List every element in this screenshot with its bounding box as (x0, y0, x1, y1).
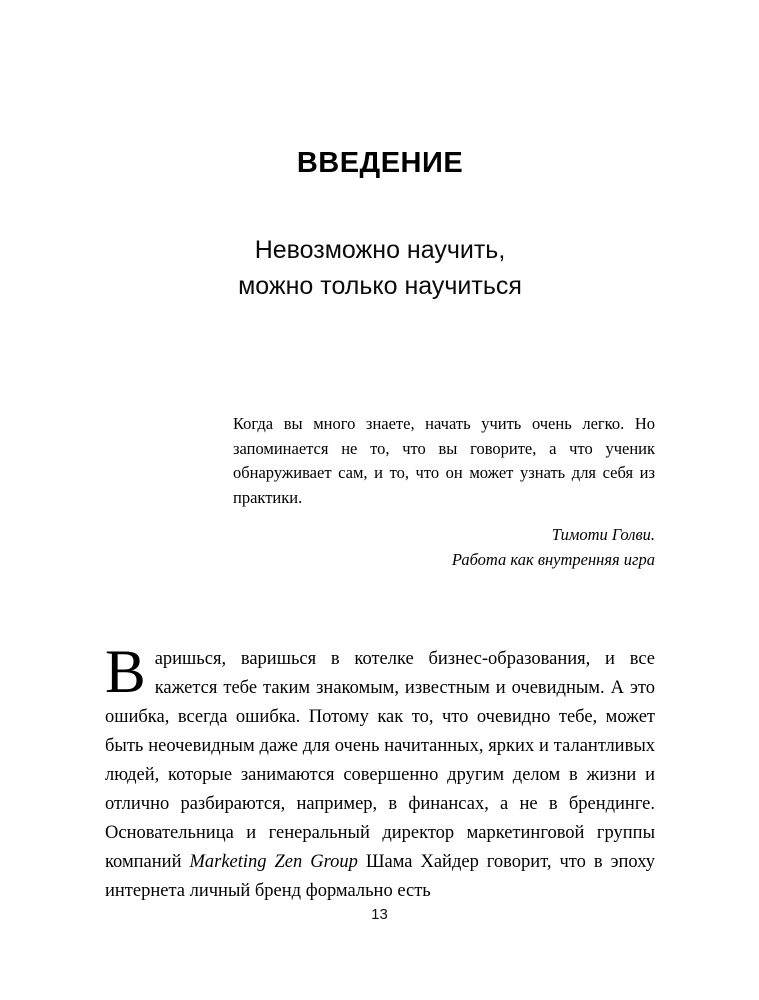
body-paragraph (105, 639, 656, 906)
chapter-subtitle-line-1: Невозможно научить, (254, 236, 506, 264)
epigraph-text: Когда вы много знаете, начать учить очень легко. Но запоминается не то, что вы говорите, а что ученик обнаруживает сам, и то, что он может узнать для себя из практики. (233, 414, 655, 507)
body-italic-phrase: Marketing Zen Group (189, 852, 358, 872)
epigraph-author: Тимоти Голви. (551, 525, 655, 544)
epigraph (233, 412, 655, 572)
page-number: 13 (371, 906, 388, 923)
dropcap-letter: В (105, 639, 146, 706)
chapter-subtitle-line-2: можно только научиться (238, 272, 522, 300)
body-text-before-italic: аришься, варишься в котелке бизнес-образования, и все кажется тебе таким знакомым, известным и очевидным. А это ошибка, всегда ошибка. Потому как то, что очевидно тебе, может быть неочевидным даже для очень начитанных, ярких и талантливых людей, которые занимаются совершенно другим делом в жизни и отлично разбираются, например, в финансах, а не в брендинге. Основательница и генеральный директор маркетинговой группы компаний (105, 649, 655, 872)
chapter-subtitle (105, 232, 655, 304)
epigraph-source: Работа как внутренняя игра (451, 549, 655, 569)
body-text-after-italic: Шама Хайдер говорит, что в эпоху интернета личный бренд формально есть (105, 852, 656, 901)
chapter-title: ВВЕДЕНИЕ (296, 147, 464, 179)
epigraph-attribution (233, 523, 655, 572)
